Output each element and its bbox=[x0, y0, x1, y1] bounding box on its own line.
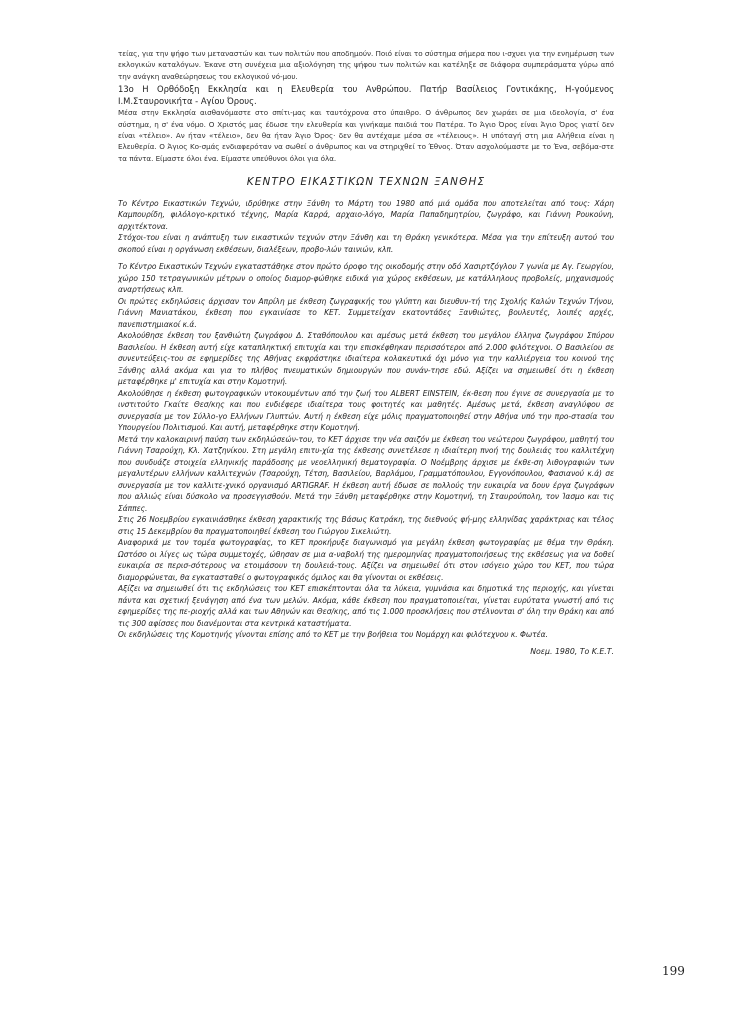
page-content bbox=[118, 48, 614, 656]
article-paragraph: Οι εκδηλώσεις της Κομοτηνής γίνονται επίσης από το ΚΕΤ με την βοήθεια του Νομάρχη και φιλότεχνου κ. Φωτέα. bbox=[118, 630, 548, 640]
article-signature: Νοεμ. 1980, Το Κ.Ε.Τ. bbox=[530, 646, 614, 656]
article-paragraph: Το Κέντρο Εικαστικών Τεχνών, ιδρύθηκε στην Ξάνθη το Μάρτη του 1980 από μιά ομάδα που αποτελείται από τους: Χάρη Καμπουρίδη, φιλόλογο-κριτικό τέχνης, Μαρία Καρρά, αρχαιο-λόγο, Μαρία Παπαδημητρίου, ζωγράφο, και Γιάννη Ρουκούνη, αρχιτέκτονα. bbox=[118, 198, 614, 231]
article-paragraph: Οι πρώτες εκδηλώσεις άρχισαν τον Απρίλη με έκθεση ζωγραφικής του γλύπτη και διευθυν-τή της Σχολής Καλών Τεχνών Τήνου, Γιάννη Μανιατάκου, έκθεση που εγκαινίασε το ΚΕΤ. Συμμετείχαν εκατοντάδες Ξανθιώτες, βουλευτές, λοιπές αρχές, πανεπιστημιακοί κ.ά. bbox=[118, 296, 614, 329]
item-13-heading: 13ο Η Ορθόδοξη Εκκλησία και η Ελευθερία του Ανθρώπου. Πατήρ Βασίλειος Γοντικάκης, Η-γούμενος Ι.Μ.Σταυρονικήτα - Αγίου Όρους. bbox=[118, 83, 614, 106]
article-paragraph: Στόχοι-του είναι η ανάπτυξη των εικαστικών τεχνών στην Ξάνθη και τη Θράκη γενικότερα. Μέσα για την επίτευξη αυτού του σκοπού είναι η οργάνωση εκθέσεων, διαλέξεων, προβο-λών ταινιών, κλπ. bbox=[118, 233, 614, 254]
article-paragraph: Μετά την καλοκαιρινή παύση των εκδηλώσεών-του, το ΚΕΤ άρχισε την νέα σαιζόν με έκθεση του νεώτερου ζωγράφου, μαθητή του Γιάννη Τσαρούχη, Κλ. Χατζηνίκου. Στη μεγάλη επιτυ-χία της έκθεσης συνετέλεσε η ιδιαίτερη πνοή της δουλειάς του καλλιτέχνη που συνδυάζε στοιχεία ελληνικής παράδοσης με νεοελληνική θεματογραφία. Ο Νοέμβρης άρχισε με έκθε-ση λιθογραφιών των μεγαλυτέρων ελλήνων καλλιτεχνών (Τσαρούχη, Τέτση, Βασιλείου, Βαρλάμου, Γραμματόπουλου, Εγγονόπουλου, Φασιανού κ.ά) σε συνεργασία με τον καλλιτε-χνικό οργανισμό ARTIGRAF. Η έκθεση αυτή έδωσε σε πολλούς την ευκαιρία να δουν έργα ζωγράφων που αλλιώς είναι δύσκολο να προσεγγισθούν. Μετά την Ξάνθη μεταφέρθηκε στην Κομοτηνή, τη Σταυρούπολη, τον Ίασμο και τις Σάππες. bbox=[118, 434, 614, 513]
page-number: 199 bbox=[662, 964, 685, 978]
article-paragraph: Στις 26 Νοεμβρίου εγκαινιάσθηκε έκθεση χαρακτικής της Βάσως Κατράκη, της διεθνούς φή-μης ελληνίδας χαράκτριας και τέλος στις 15 Δεκεμβρίου θα πραγματοποιηθεί έκθεση του Γιώργου Σικελιώτη. bbox=[118, 515, 614, 536]
article-paragraph: Ακολούθησε η έκθεση φωτογραφικών ντοκουμέντων από την ζωή του ALBERT EINSTEIN, έκ-θεση που έγινε σε συνεργασία με το ινστιτούτο Γκαίτε Θεσ/κης και που ενδιέφερε ιδιαίτερα τους φοιτητές και μαθητές. Αμέσως μετά, έκθεση αναγλύφου σε συνεργασία με τον Σύλλο-γο Ελλήνων Γλυπτών. Αυτή η έκθεση είχε μόλις πραγματοποιηθεί στην Αθήνα υπό την προ-στασία του Υπουργείου Πολιτισμού. Και αυτή, μεταφέρθηκε στην Κομοτηνή. bbox=[118, 388, 614, 433]
article-paragraph: Αξίζει να σημειωθεί ότι τις εκδηλώσεις του ΚΕΤ επισκέπτονται όλα τα λύκεια, γυμνάσια και δημοτικά της περιοχής, και γίνεται πάντα και σχετική ξενάγηση από ένα των μελών. Ακόμα, κάθε έκθεση που πραγματοποιείται, γίνεται ευρύτατα γνωστή από τις εφημερίδες της πε-ριοχής αλλά και των Αθηνών και Θεσ/κης, από τις 1.000 προσκλήσεις που στέλνονται σ' όλη την Θράκη και από τις 300 αφίσσες που διανέμονται στα κεντρικά καταστήματα. bbox=[118, 584, 614, 628]
item-13-body: Μέσα στην Εκκλησία αισθανόμαστε στο σπίτι-μας και ταυτόχρονα στο ύπαιθρο. Ο άνθρωπος δεν χωράει σε μια ιδεολογία, σ' ένα σύστημα, η σ' ένα νόμο. Ο Χριστός μας έδωσε την ελευθερία και γινήκαμε παιδιά του Πατέρα. Το Άγιο Όρος είναι Άγιο Όρος γιατί δεν είναι «τέλειο». Αν ήταν «τέλειο», δεν θα ήταν Άγιο Όρος· δεν θα αντέχαμε μέσα σε «τέλειους». Η υπόταγή στη μια Αλήθεια είναι η Ελευθερία. Ο Άγιος Κο-σμάς ενδιαφερόταν να σωθεί ο άνθρωπος και να στηριχθεί το Έθνος. Όταν ασχολούμαστε με το Ένα, σεβόμα-στε τα πάντα. Είμαστε όλοι ένα. Είμαστε υπεύθυνοι όλοι για όλα. bbox=[118, 108, 614, 163]
article-title: ΚΕΝΤΡΟ ΕΙΚΑΣΤΙΚΩΝ ΤΕΧΝΩΝ ΞΑΝΘΗΣ bbox=[246, 175, 486, 188]
article-paragraph: Αναφορικά με τον τομέα φωτογραφίας, το ΚΕΤ προκήρυξε διαγωνισμό για μεγάλη έκθεση φωτογραφίας με θέμα την Θράκη. Ωστόσο οι λίγες ως τώρα συμμετοχές, ώθησαν σε μια α-ναβολή της ημερομηνίας πραγματοποιήσεως της εκθέσεως για να δοθεί ευκαιρία σε περισ-σότερους να ετοιμάσουν τη δουλειά-τους. Αξίζει να σημειωθεί ότι στον ισόγειο χώρο του ΚΕΤ, που τώρα διαμορφώνεται, θα εγκατασταθεί ο φωτογραφικός όμιλος και θα γίνονται οι εκθέσεις. bbox=[118, 538, 614, 582]
top-paragraph: τείας, για την ψήφο των μεταναστών και των πολιτών που αποδημούν. Ποιό είναι το σύστημα σήμερα που ι-σχυει για την ενημέρωση των εκλογικών καταλόγων. Έκανε στη συνέχεια μια αξιολόγηση της ψήφου των πολιτών και κατέληξε σε διάφορα συμπεράσματα γύρω από την ανάγκη αναθεώρησεως του εκλογικού νό-μου. bbox=[118, 49, 614, 81]
article-paragraph: Ακολούθησε έκθεση του ξανθιώτη ζωγράφου Δ. Σταθόπουλου και αμέσως μετά έκθεση του μεγάλου έλληνα ζωγράφου Σπύρου Βασιλείου. Η έκθεση αυτή είχε καταπληκτική επιτυχία και την επισκέφθηκαν περισσότεροι από 2.000 φιλότεχνοι. Ο Βασιλείου σε συνεντεύξεις-του σε εφημερίδες της Αθήνας εκφράστηκε ιδιαίτερα κολακευτικά όχι μόνο για την καλλιέργεια του κοινού της Ξάνθης αλλά ακόμα και για το πλήθος πνευματικών δημιουργών που συνάν-τησε εδώ. Αξίζει να σημειωθεί ότι η έκθεση μεταφέρθηκε μ' επιτυχία και στην Κομοτηνή. bbox=[118, 331, 614, 387]
article-paragraph: Το Κέντρο Εικαστικών Τεχνών εγκαταστάθηκε στον πρώτο όροφο της οικοδομής στην οδό Χασιρτζόγλου 7 γωνία με Αγ. Γεωργίου, χώρο 150 τετραγωνικών μέτρων ο οποίος διαμορ-φώθηκε ειδικά για χώρος εκθέσεων, με κατάλληλους προβολείς, μηχανισμούς αναρτήσεως κλπ. bbox=[118, 262, 614, 295]
